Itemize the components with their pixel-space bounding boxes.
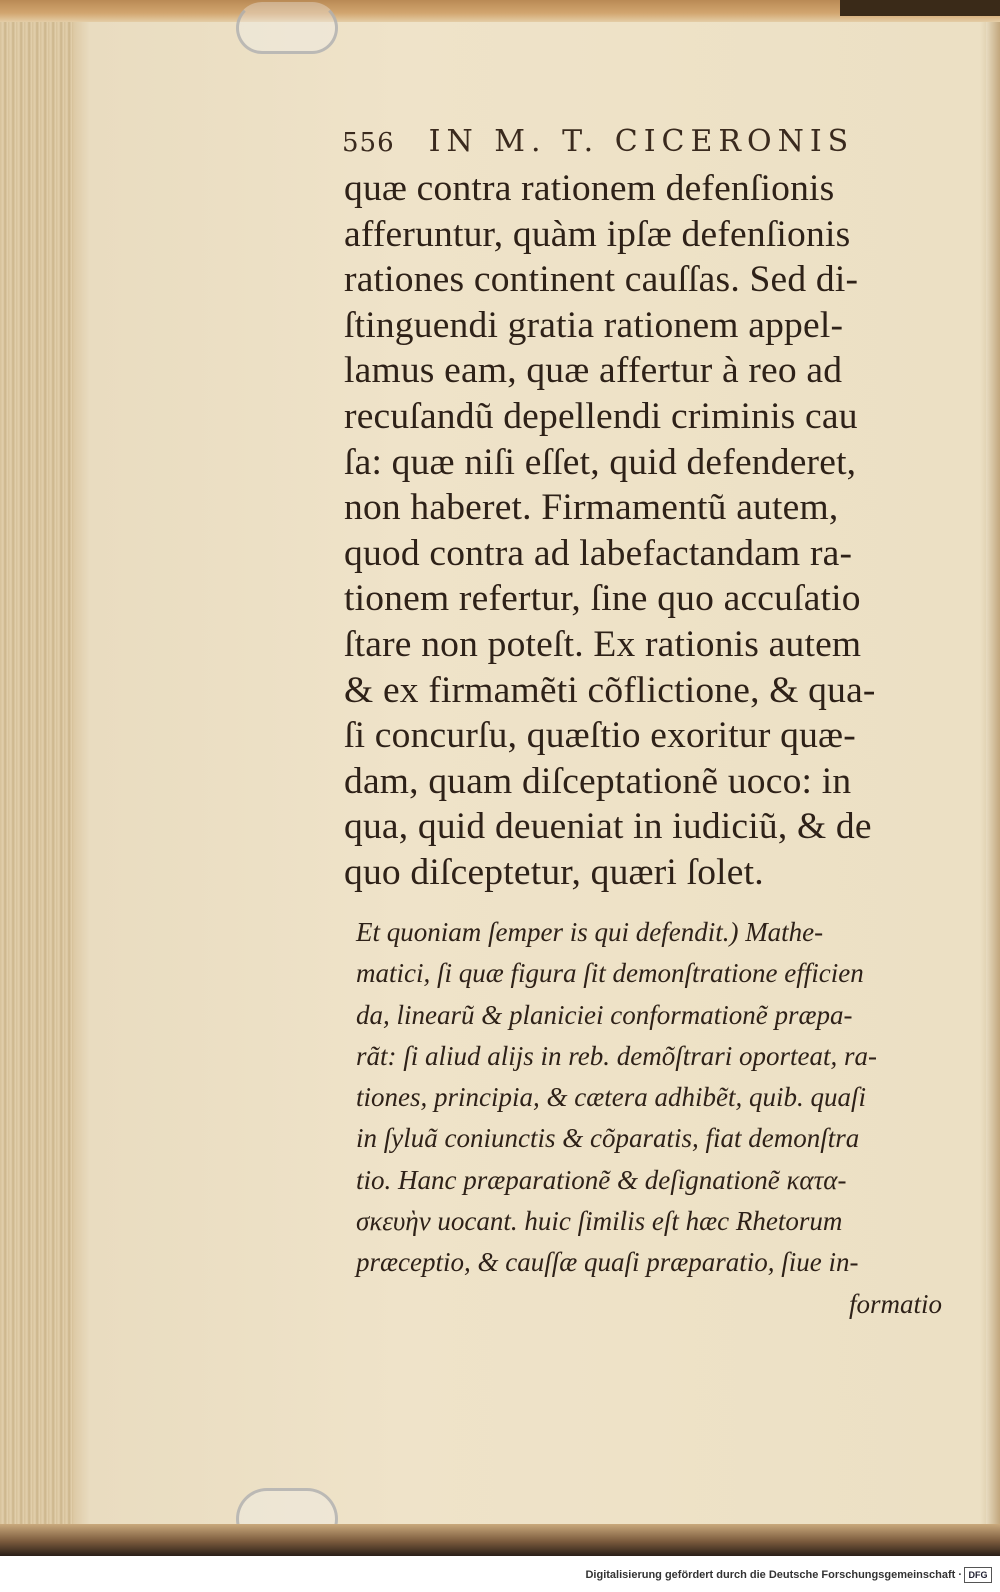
text-line: dam, quam diſceptationẽ uoco: in <box>344 760 852 802</box>
fore-edge <box>986 22 1000 1524</box>
top-page-edge <box>0 0 1000 22</box>
commentary-line: σκευὴν uocant. huic ſimilis eſt hæc Rhetorum <box>356 1206 843 1237</box>
text-line: ſi concurſu, quæſtio exoritur quæ- <box>344 715 856 757</box>
book-clip-top <box>236 2 338 54</box>
catchword: formatio <box>848 1288 942 1319</box>
commentary-line: da, linearũ & planiciei conformationẽ præpa- <box>356 999 853 1030</box>
text-line: qua, quid deueniat in iudiciũ, & de <box>344 806 872 848</box>
commentary-block <box>356 912 946 1325</box>
commentary-line: tio. Hanc præparationẽ & deſignationẽ κατα- <box>356 1164 847 1195</box>
commentary-line: præceptio, & cauſſæ quaſi præparatio, ſiue in- <box>356 1247 859 1278</box>
text-line: ſtinguendi gratia rationem appel- <box>344 304 844 346</box>
text-line: ſa: quæ niſi eſſet, quid defenderet, <box>344 441 857 483</box>
commentary-line: tiones, principia, & cætera adhibẽt, quib. quaſi <box>356 1082 866 1113</box>
dfg-logo: DFG <box>964 1567 992 1583</box>
text-line: rationes continent cauſſas. Sed di- <box>344 259 859 301</box>
running-head <box>342 124 942 164</box>
text-line: afferuntur, quàm ipſæ defenſionis <box>344 213 851 255</box>
funding-credit: Digitalisierung gefördert durch die Deutsche Forschungsgemeinschaft · <box>585 1569 962 1581</box>
text-line: tionem refertur, ſine quo accuſatio <box>344 578 861 620</box>
page-number: 556 <box>342 128 395 158</box>
commentary-line: matici, ſi quæ figura ſit demonſtratione efficien <box>356 958 864 989</box>
text-line: quod contra ad labefactandam ra- <box>344 532 853 574</box>
text-line: recuſandũ depellendi criminis cau <box>344 395 858 437</box>
text-line: & ex firmamẽti cõflictione, & qua- <box>344 669 876 711</box>
text-line: lamus eam, quæ affertur à reo ad <box>344 350 843 392</box>
text-line: quo diſceptetur, quæri ſolet. <box>344 851 764 893</box>
bottom-page-edge <box>0 1524 1000 1556</box>
commentary-line: Et quoniam ſemper is qui defendit.) Mathe- <box>356 917 824 947</box>
digitization-footer <box>0 1556 1000 1592</box>
commentary-line: in ſyluã coniunctis & cõparatis, fiat demonſtra <box>356 1123 860 1154</box>
text-line: quæ contra rationem defenſionis <box>344 168 835 209</box>
running-title: IN M. T. CICERONIS <box>428 124 855 159</box>
commentary-line: rãt: ſi aliud alijs in reb. demõſtrari oporteat, ra- <box>356 1040 878 1071</box>
main-text-block <box>344 166 944 896</box>
page-stack-edge <box>0 22 74 1524</box>
text-line: non haberet. Firmamentũ autem, <box>344 487 839 529</box>
text-line: ſtare non poteſt. Ex rationis autem <box>344 623 862 665</box>
